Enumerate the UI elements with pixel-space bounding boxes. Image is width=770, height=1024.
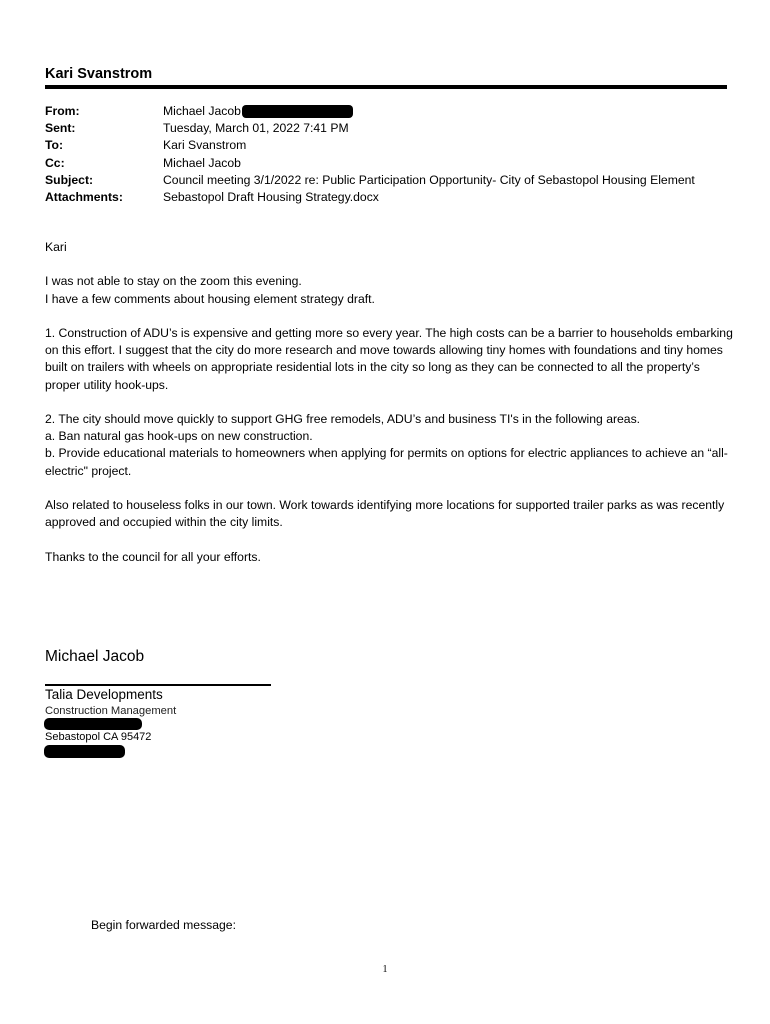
signature-company: Talia Developments <box>45 687 163 702</box>
attachment-file-link[interactable]: Sebastopol Draft Housing Strategy.docx <box>163 190 379 205</box>
intro-line-2: I have a few comments about housing element strategy draft. <box>45 291 375 306</box>
point-2a: a. Ban natural gas hook-ups on new construction. <box>45 429 313 444</box>
sent-row <box>45 120 695 137</box>
email-headers <box>45 103 695 206</box>
email-body <box>45 239 735 566</box>
page-number: 1 <box>382 964 388 975</box>
subject-value: Council meeting 3/1/2022 re: Public Participation Opportunity- City of Sebastopol Housing Element <box>163 172 695 187</box>
to-label: To: <box>45 138 64 153</box>
redacted-email <box>242 105 353 118</box>
sent-value: Tuesday, March 01, 2022 7:41 PM <box>163 121 349 136</box>
signature-department: Construction Management <box>45 705 177 717</box>
redacted-phone <box>44 745 125 758</box>
from-value <box>163 103 353 120</box>
houseless-paragraph: Also related to houseless folks in our town. Work towards identifying more locations for supported trailer parks as was recently approved and occupied within the city limits. <box>45 497 725 530</box>
sent-label: Sent: <box>45 121 76 136</box>
signature-divider <box>45 684 271 686</box>
title-divider <box>45 85 727 89</box>
signature-name: Michael Jacob <box>45 648 145 665</box>
attachments-row <box>45 189 695 206</box>
point-2-intro: 2. The city should move quickly to support GHG free remodels, ADU’s and business TI's in the following areas. <box>45 411 641 426</box>
subject-label: Subject: <box>45 172 94 187</box>
from-row <box>45 103 695 120</box>
from-name: Michael Jacob <box>163 104 241 118</box>
greeting: Kari <box>45 240 67 254</box>
cc-value: Michael Jacob <box>163 155 241 170</box>
from-label: From: <box>45 104 80 118</box>
attachments-label: Attachments: <box>45 190 123 205</box>
to-value: Kari Svanstrom <box>163 138 247 153</box>
intro-line-1: I was not able to stay on the zoom this evening. <box>45 274 302 289</box>
thanks-line: Thanks to the council for all your efforts. <box>45 549 261 564</box>
document-title: Kari Svanstrom <box>45 66 153 82</box>
point-2b: b. Provide educational materials to homeowners when applying for permits on options for electric appliances to achieve an “all-electric" project. <box>45 446 728 478</box>
cc-row <box>45 155 695 172</box>
subject-row <box>45 172 695 189</box>
forwarded-message-label: Begin forwarded message: <box>91 918 236 932</box>
signature-city: Sebastopol CA 95472 <box>45 731 152 743</box>
point-1-paragraph: 1. Construction of ADU’s is expensive and getting more so every year. The high costs can be a barrier to households embarking on this effort. I suggest that the city do more research and move towards allowing tiny homes with foundations and tiny homes built on trailers with wheels on appropriate residential lots in the city so long as they can be connected to all the property’s proper utility hook-ups. <box>45 325 733 392</box>
redacted-address <box>44 718 142 730</box>
to-row <box>45 137 695 154</box>
cc-label: Cc: <box>45 155 65 170</box>
